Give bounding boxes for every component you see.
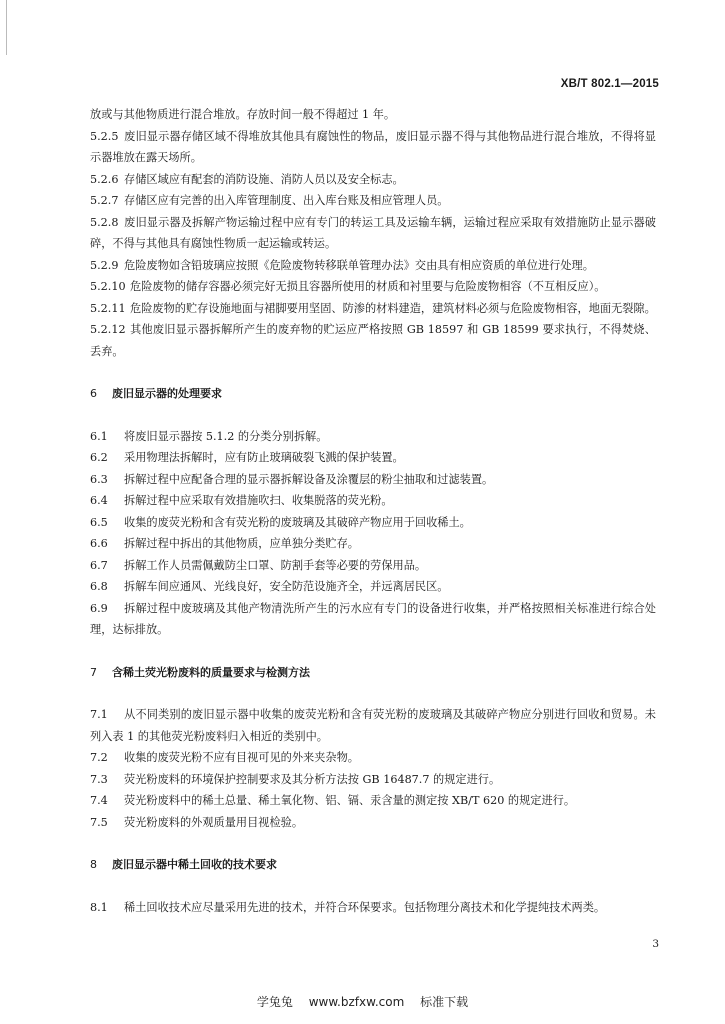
section-8-heading: 8 废旧显示器中稀土回收的技术要求 <box>90 858 277 871</box>
clause-7-2: 7.2 收集的废荧光粉不应有目视可见的外来夹杂物。 <box>90 751 359 764</box>
clause-5-2-5: 5.2.5 废旧显示器存储区域不得堆放其他具有腐蚀性的物品，废旧显示器不得与其他物品进行混合堆放，不得将显示器堆放在露天场所。 <box>90 129 656 164</box>
footer-site-name: 学兔兔 <box>256 995 293 1009</box>
footer-watermark <box>0 993 725 1010</box>
clause-7-1: 7.1 从不同类别的废旧显示器中收集的废荧光粉和含有荧光粉的废玻璃及其破碎产物应分别进行回收和贸易。未列入表 1 的其他荧光粉废料归入相近的类别中。 <box>90 708 656 743</box>
clause-5-2-6: 5.2.6 存储区域应有配套的消防设施、消防人员以及安全标志。 <box>90 172 404 186</box>
page-number: 3 <box>652 938 659 950</box>
clause-6-2: 6.2 采用物理法拆解时，应有防止玻璃破裂飞溅的保护装置。 <box>90 451 404 464</box>
document-body <box>90 104 656 918</box>
footer-slogan: 标准下载 <box>420 995 469 1009</box>
clause-8-1: 8.1 稀土回收技术应尽量采用先进的技术，并符合环保要求。包括物理分离技术和化学提纯技术两类。 <box>90 900 606 914</box>
clause-7-4: 7.4 荧光粉废料中的稀土总量、稀土氧化物、铝、镉、汞含量的测定按 XB/T 620 的规定进行。 <box>90 794 576 807</box>
clause-6-5: 6.5 收集的废荧光粉和含有荧光粉的废玻璃及其破碎产物应用于回收稀土。 <box>90 515 471 529</box>
scan-edge-mark <box>6 0 7 55</box>
footer-url[interactable]: www.bzfxw.com <box>308 995 405 1009</box>
clause-5-2-12: 5.2.12 其他废旧显示器拆解所产生的废弃物的贮运应严格按照 GB 18597 和 GB 18599 要求执行，不得焚烧、丢弃。 <box>90 323 656 358</box>
clause-7-3: 7.3 荧光粉废料的环境保护控制要求及其分析方法按 GB 16487.7 的规定进行。 <box>90 772 501 786</box>
clause-6-7: 6.7 拆解工作人员需佩戴防尘口罩、防割手套等必要的劳保用品。 <box>90 558 427 572</box>
clause-6-3: 6.3 拆解过程中应配备合理的显示器拆解设备及涂覆层的粉尘抽取和过滤装置。 <box>90 472 494 486</box>
clause-6-9: 6.9 拆解过程中废玻璃及其他产物清洗所产生的污水应有专门的设备进行收集，并严格按照相关标准进行综合处理，达标排放。 <box>90 601 656 636</box>
clause-7-5: 7.5 荧光粉废料的外观质量用目视检验。 <box>90 815 304 829</box>
section-7-heading: 7 含稀土荧光粉废料的质量要求与检测方法 <box>90 665 310 679</box>
section-6-heading: 6 废旧显示器的处理要求 <box>90 387 222 400</box>
clause-5-2-9: 5.2.9 危险废物如含铅玻璃应按照《危险废物转移联单管理办法》交由具有相应资质的单位进行处理。 <box>90 258 594 272</box>
clause-5-2-8: 5.2.8 废旧显示器及拆解产物运输过程中应有专门的转运工具及运输车辆，运输过程应采取有效措施防止显示器破碎，不得与其他具有腐蚀性物质一起运输或转运。 <box>90 215 656 250</box>
clause-6-4: 6.4 拆解过程中应采取有效措施吹扫、收集脱落的荧光粉。 <box>90 494 393 507</box>
document-code: XB/T 802.1—2015 <box>560 78 659 90</box>
clause-5-2-10: 5.2.10 危险废物的储存容器必须完好无损且容器所使用的材质和衬里要与危险废物相容（不互相反应）。 <box>90 280 606 293</box>
clause-6-1: 6.1 将废旧显示器按 5.1.2 的分类分别拆解。 <box>90 429 328 443</box>
clause-5-2-11: 5.2.11 危险废物的贮存设施地面与裙脚要用坚固、防渗的材料建造，建筑材料必须与危险废物相容，地面无裂隙。 <box>90 301 656 315</box>
clause-5-2-7: 5.2.7 存储区应有完善的出入库管理制度、出入库台账及相应管理人员。 <box>90 194 449 207</box>
paragraph-continuation: 放或与其他物质进行混合堆放。存放时间一般不得超过 1 年。 <box>90 108 396 121</box>
clause-6-6: 6.6 拆解过程中拆出的其他物质，应单独分类贮存。 <box>90 537 359 550</box>
clause-6-8: 6.8 拆解车间应通风、光线良好，安全防范设施齐全，并远离居民区。 <box>90 580 449 593</box>
